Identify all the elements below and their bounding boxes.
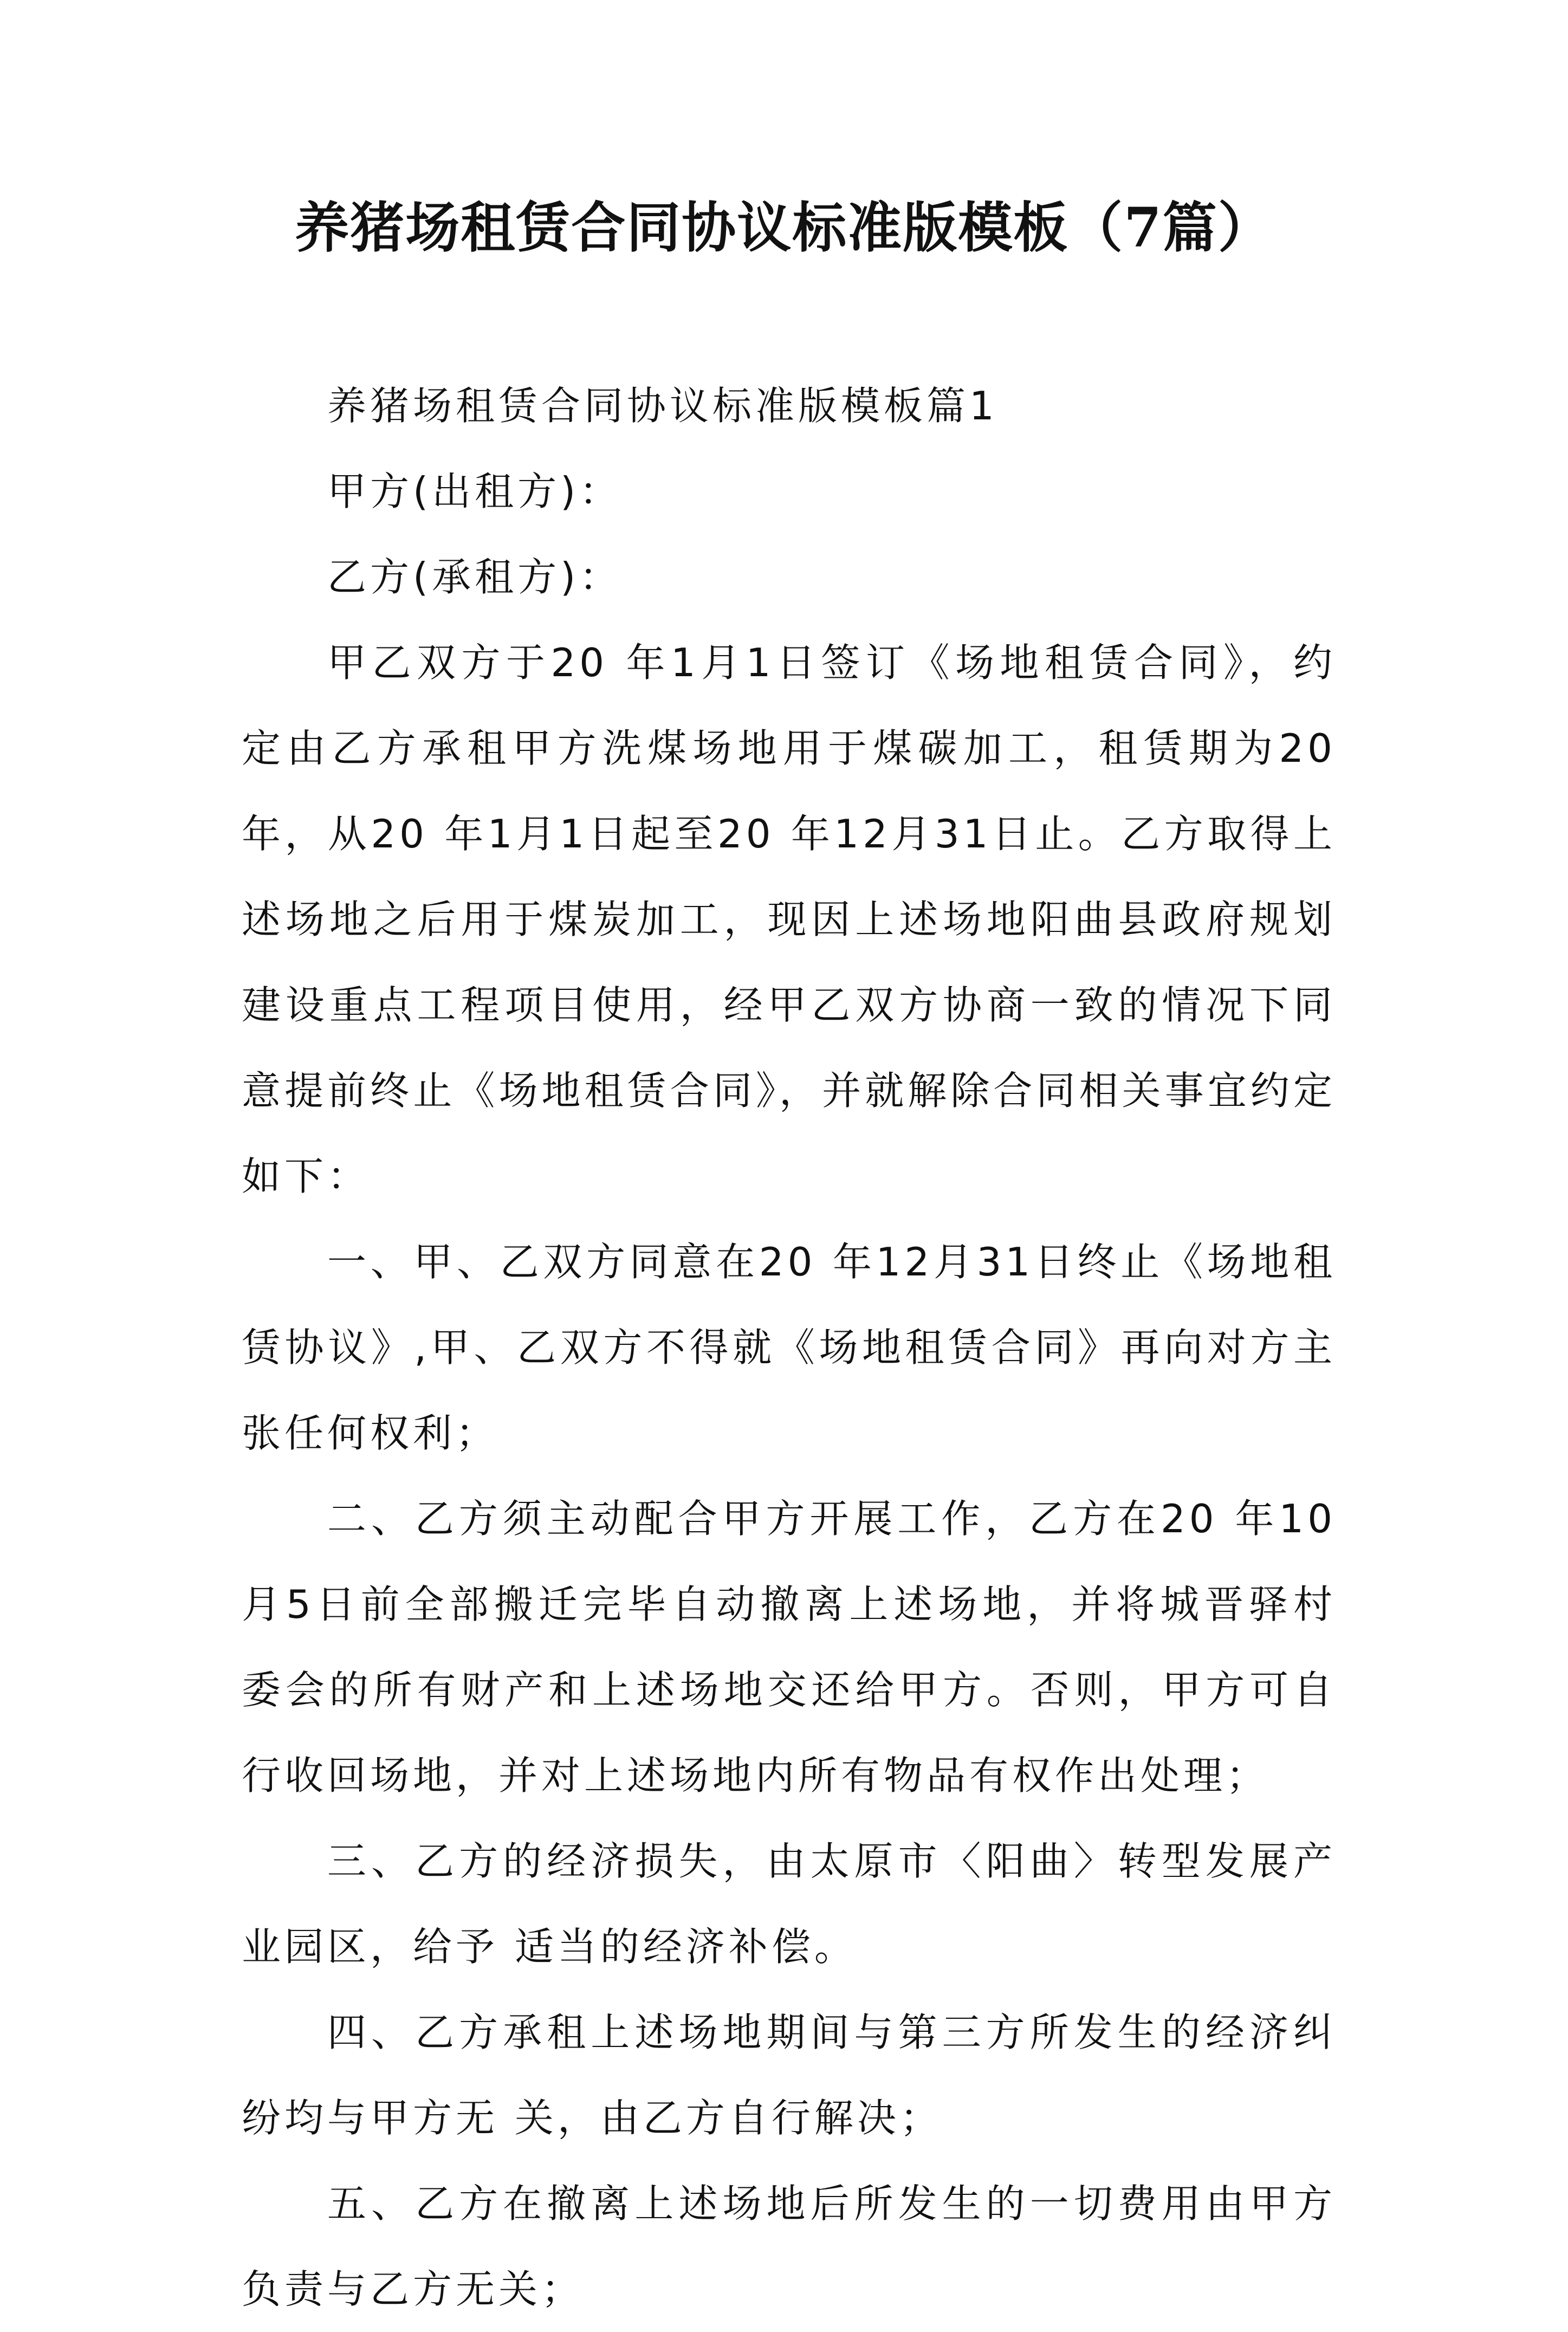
clause-4: 四、乙方承租上述场地期间与第三方所发生的经济纠纷均与甲方无 关，由乙方自行解决；	[242, 2010, 1336, 2141]
intro-paragraph: 甲乙双方于20 年1月1日签订《场地租赁合同》，约定由乙方承租甲方洗煤场地用于煤碳加工，租赁期为20年，从20 年1月1日起至20 年12月31日止。乙方取得上述场地之后用于煤炭加工，现因上述场地阳曲县政府规划建设重点工程项目使用，经甲乙双方协商一致的情况下同意提前终止《场地租赁合同》，并就解除合同相关事宜约定如下：	[242, 640, 1336, 1199]
party-b-line: 乙方(承租方)：	[327, 554, 623, 600]
clause-5: 五、乙方在撤离上述场地后所发生的一切费用由甲方负责与乙方无关；	[242, 2181, 1336, 2312]
clause-1: 一、甲、乙双方同意在20 年12月31日终止《场地租赁协议》,甲、乙双方不得就《场地租赁合同》再向对方主张任何权利；	[242, 1239, 1336, 1456]
party-a-line: 甲方(出租方)：	[327, 469, 623, 514]
document-title: 养猪场租赁合同协议标准版模板（7篇）	[295, 196, 1273, 260]
section-heading: 养猪场租赁合同协议标准版模板篇1	[327, 383, 998, 429]
clause-3: 三、乙方的经济损失，由太原市〈阳曲〉转型发展产业园区，给予 适当的经济补偿。	[242, 1838, 1336, 1970]
document-body	[242, 363, 1336, 2332]
clause-2: 二、乙方须主动配合甲方开展工作，乙方在20 年10月5日前全部搬迁完毕自动撤离上述场地，并将城晋驿村委会的所有财产和上述场地交还给甲方。否则，甲方可自行收回场地，并对上述场地内所有物品有权作出处理；	[242, 1496, 1336, 1798]
